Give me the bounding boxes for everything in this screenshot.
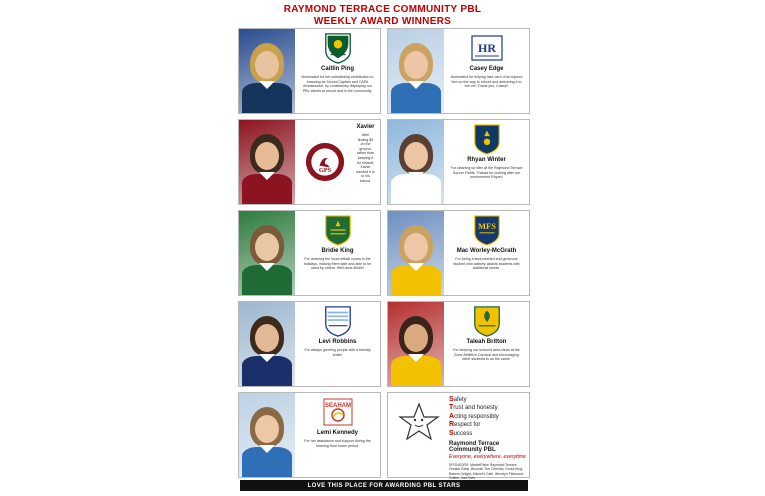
award-card[interactable]	[238, 210, 381, 296]
winner-citation: For her assistance and support during the learning from home period.	[304, 439, 371, 448]
student-photo	[388, 211, 444, 295]
pbl-value-text: cting responsibly	[454, 413, 499, 420]
award-card[interactable]	[238, 392, 381, 478]
mfs-school-crest	[470, 214, 504, 246]
student-portrait	[239, 211, 295, 295]
award-row	[238, 28, 530, 114]
winner-citation: After finding $5 on the ground, rather than keeping it for himself, Xavier handed it in to his school.	[356, 133, 375, 183]
st-brigids-primary-crest	[470, 123, 504, 155]
gold-green-school-crest	[470, 305, 504, 337]
student-photo	[239, 120, 295, 204]
winner-citation: For being a kind-hearted and generous student who actively assists students with additional needs.	[453, 257, 520, 271]
student-portrait	[388, 302, 444, 386]
green-school-shield-crest	[321, 214, 355, 246]
winner-citation: For cleaning up litter at the Raymond Terrace Soccer Fields. Thanks for looking after our environment Rhyan!	[450, 166, 523, 180]
award-row	[238, 301, 530, 387]
winner-name: Mac Worley-McGrath	[456, 248, 517, 254]
pbl-value-line	[449, 430, 526, 438]
winner-name: Lemi Kennedy	[316, 430, 358, 436]
pbl-value-line	[449, 421, 526, 429]
student-photo	[239, 29, 295, 113]
page-title	[0, 4, 765, 28]
svg-text:GPS: GPS	[318, 167, 332, 174]
pbl-value-letter: T	[449, 404, 454, 412]
pbl-value-line	[449, 396, 526, 404]
seaham-public-school-logo	[321, 396, 355, 428]
pbl-value-letter: S	[449, 429, 454, 437]
sponsors-text: SPONSORS: MarketPlace Raymond Terrace, Greater Bank, Bloomin The Chemist, Donut King, Bakers Delight, Michel's Cafe, Wendy's Fibonacci Coffee, Just Cuts.	[449, 463, 524, 481]
title-line-1: RAYMOND TERRACE COMMUNITY PBL	[283, 4, 482, 15]
winner-name: Taleah Britton	[466, 339, 507, 345]
award-row	[238, 392, 530, 481]
student-photo	[388, 302, 444, 386]
winner-citation: For always greeting people with a friendly smile!	[304, 348, 371, 357]
student-photo	[239, 393, 295, 477]
pbl-tagline: Everyone, everywhere, everytime	[449, 454, 526, 461]
award-card[interactable]	[387, 119, 530, 205]
svg-text:HR: HR	[477, 41, 496, 55]
winner-name: Levi Robbins	[318, 339, 357, 345]
blue-striped-school-crest	[321, 305, 355, 337]
student-portrait	[388, 29, 444, 113]
award-row	[238, 119, 530, 205]
svg-text:SEAHAM: SEAHAM	[324, 403, 351, 409]
pbl-value-letter: S	[449, 396, 454, 403]
winner-name: Rhyan Winter	[467, 157, 506, 163]
pbl-value-text: espect for	[454, 422, 481, 429]
svg-text:MFS: MFS	[477, 221, 496, 232]
student-photo	[388, 29, 444, 113]
student-portrait	[239, 120, 295, 204]
student-photo	[388, 120, 444, 204]
footer-banner: LOVE THIS PLACE FOR AWARDING PBL STARS	[240, 480, 528, 491]
winner-citation: For cleaning the local netball courts in the holidays, making them safe and able to be used by others. Well done Bridie!	[303, 257, 372, 271]
award-card[interactable]	[387, 301, 530, 387]
student-portrait	[388, 211, 444, 295]
grahamstown-public-school-crest	[303, 142, 347, 182]
pbl-value-letter: A	[449, 412, 455, 420]
award-card[interactable]	[238, 301, 381, 387]
title-line-2: WEEKLY AWARD WINNERS	[313, 16, 452, 27]
pbl-value-text: uccess	[453, 430, 473, 437]
award-row	[238, 210, 530, 296]
pbl-value-text: afety	[453, 397, 467, 403]
winner-citation: Nominated for helping take care of an injured bird on the way to school and delivering it to the vet. Thank you, Casey!!	[450, 75, 523, 89]
pbl-value-text: rust and honesty	[453, 405, 498, 412]
winner-name: Casey Edge	[469, 66, 504, 72]
winner-name: Caitlin Ping	[321, 66, 354, 72]
award-card[interactable]	[387, 28, 530, 114]
hunter-river-high-school-logo	[470, 32, 504, 64]
student-portrait	[239, 29, 295, 113]
pbl-values-panel	[387, 392, 530, 481]
student-photo	[239, 302, 295, 386]
winner-name: Bridie King	[321, 248, 354, 254]
pbl-school-name: Raymond Terrace Community PBL	[449, 441, 500, 454]
winner-name: Xavier	[356, 124, 375, 130]
award-card[interactable]	[387, 210, 530, 296]
irrawang-high-school-crest	[321, 32, 355, 64]
pbl-value-line	[449, 413, 526, 421]
winner-citation: Nominated for her outstanding contribution to Irrawang as School Captain and CAPA Ambassador, by consistently displaying our PBL values at school and in the community.	[301, 75, 374, 93]
pbl-star-icon	[391, 396, 447, 474]
pbl-value-letter: R	[449, 421, 455, 429]
award-card[interactable]	[238, 28, 381, 114]
student-portrait	[239, 393, 295, 477]
student-portrait	[239, 302, 295, 386]
student-portrait	[388, 120, 444, 204]
award-card[interactable]	[238, 119, 381, 205]
award-grid	[238, 28, 530, 483]
student-photo	[239, 211, 295, 295]
pbl-value-line	[449, 404, 526, 412]
winner-citation: For keeping our school's area clean at the Zone Athletics Carnival and encouraging other students to do the same.	[453, 348, 520, 362]
